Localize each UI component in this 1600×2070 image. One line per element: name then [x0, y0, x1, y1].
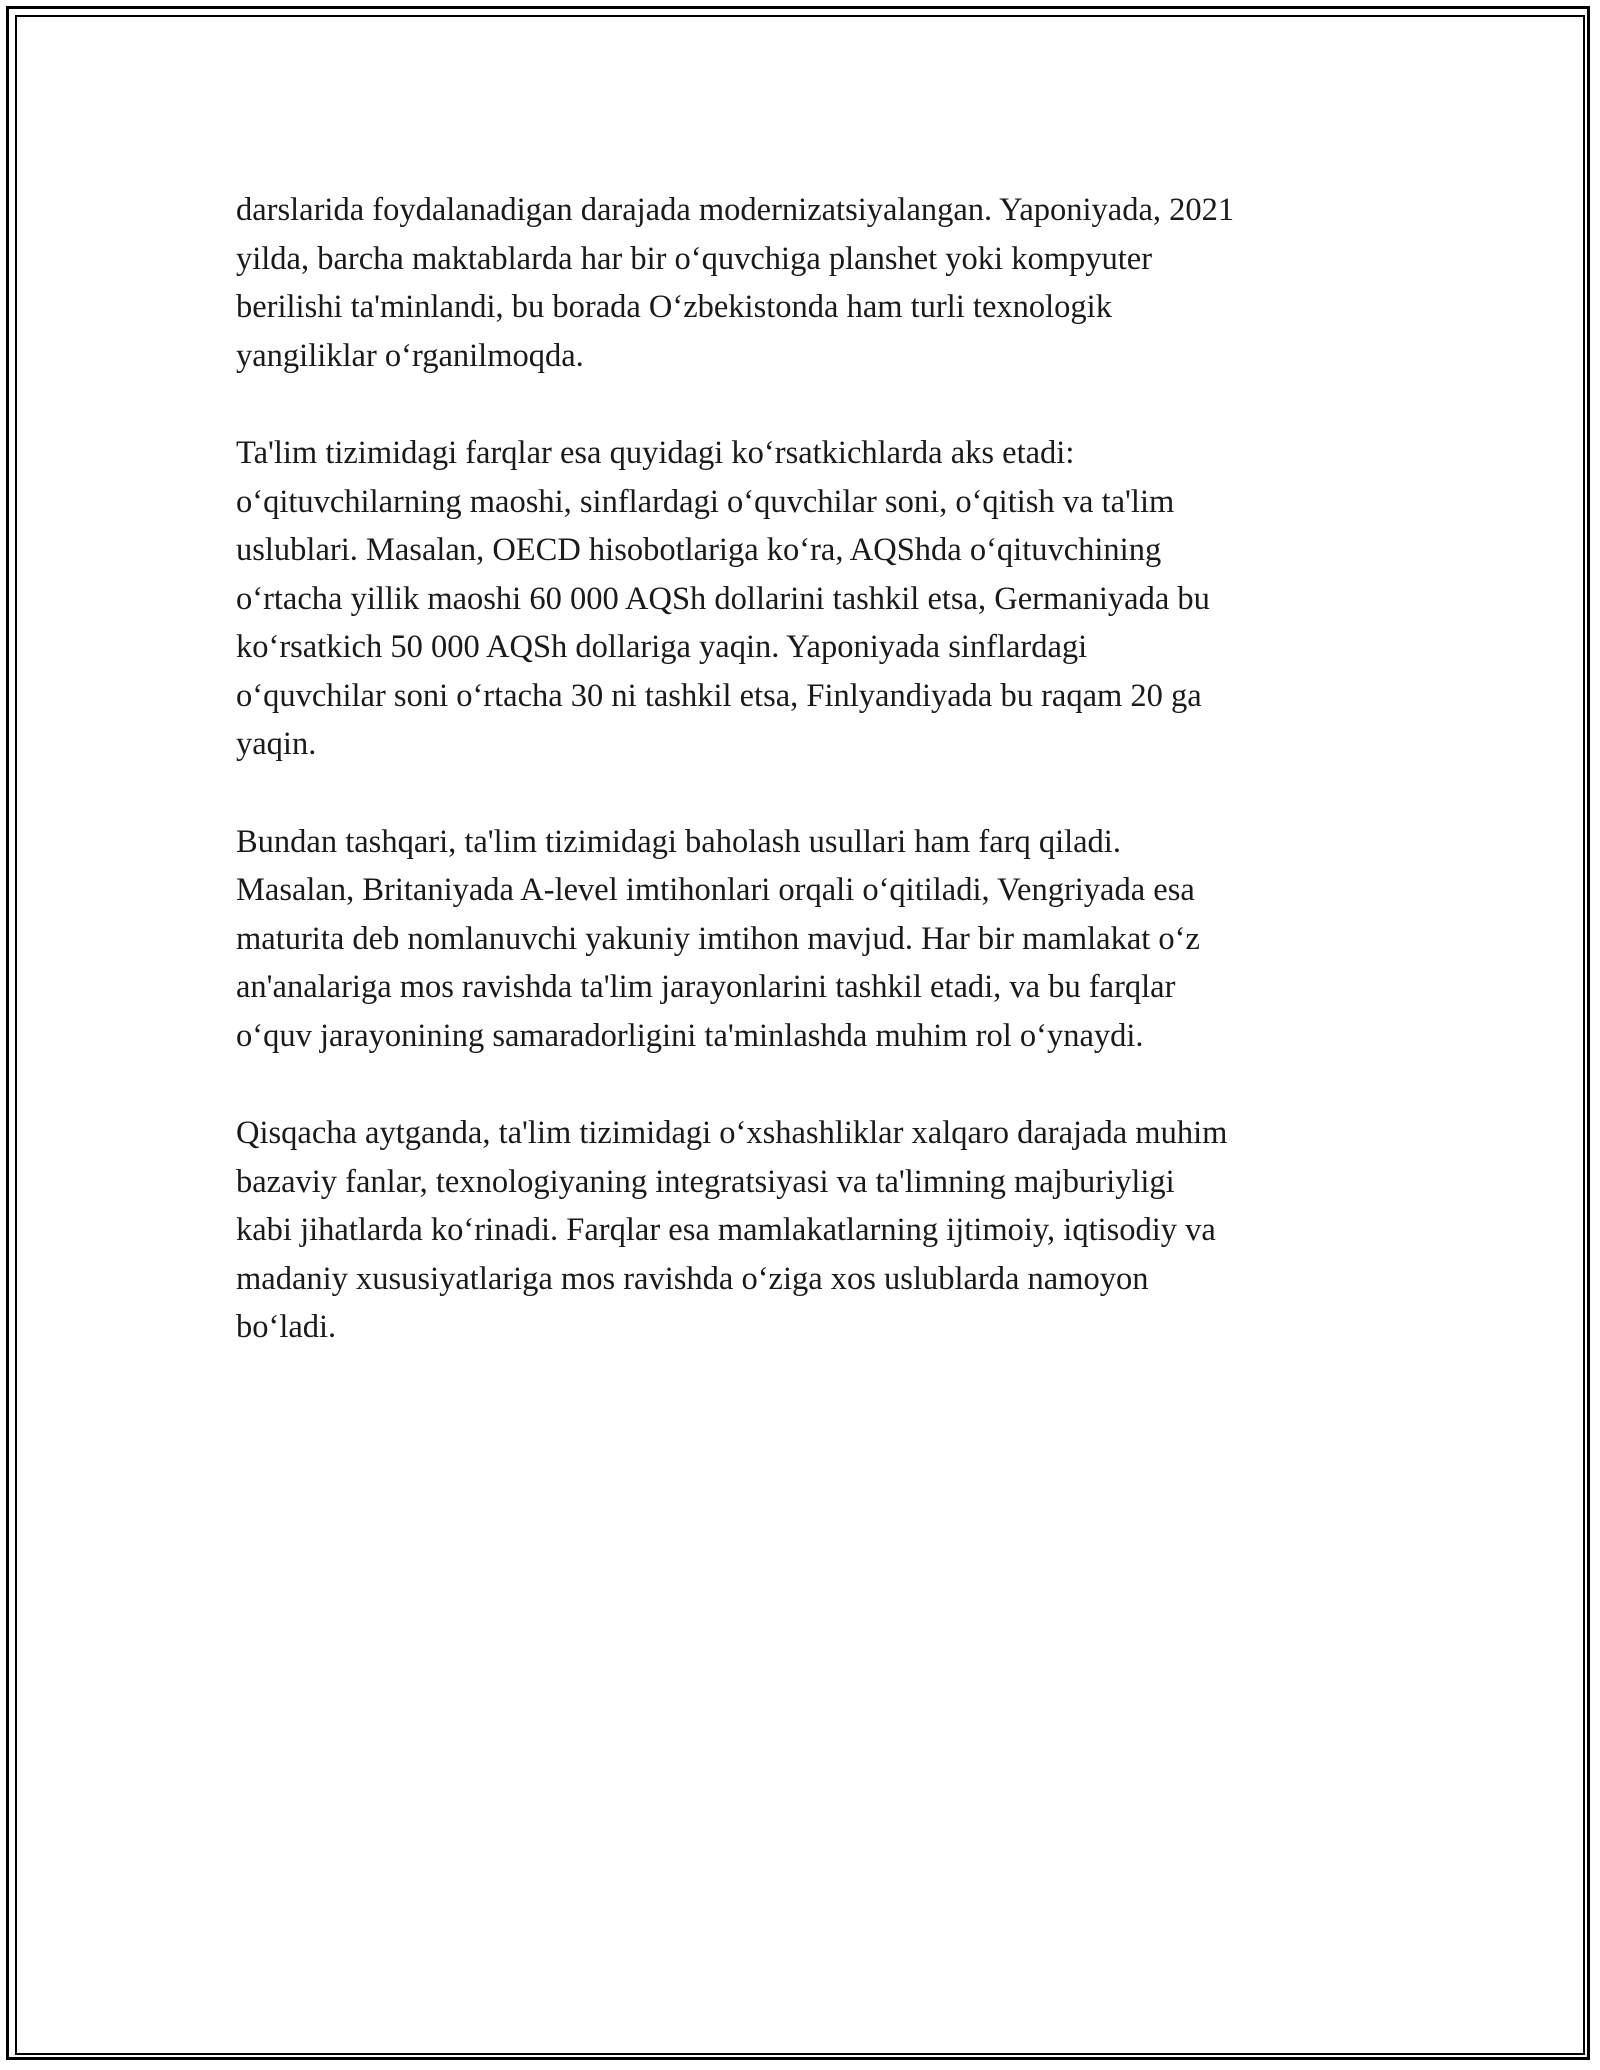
paragraph-technology-modernization: darslarida foydalanadigan darajada modernizatsiyalangan. Yaponiyada, 2021 yilda, barcha maktablarda har bir o‘quvchiga planshet yoki kompyuter berilishi ta'minlandi, bu borada O‘zbekistonda ham turli texnologik yangiliklar o‘rganilmoqda.: [236, 192, 1235, 374]
document-body: [236, 186, 1376, 1401]
paragraph-education-differences: Ta'lim tizimidagi farqlar esa quyidagi ko‘rsatkichlarda aks etadi: o‘qituvchilarning maoshi, sinflardagi o‘quvchilar soni, o‘qitish va ta'lim uslublari. Masalan, OECD hisobotlariga ko‘ra, AQShda o‘qituvchining o‘rtacha yillik maoshi 60 000 AQSh dollarini tashkil etsa, Germaniyada bu ko‘rsatkich 50 000 AQSh dollariga yaqin. Yaponiyada sinflardagi o‘quvchilar soni o‘rtacha 30 ni tashkil etsa, Finlyandiyada bu raqam 20 ga yaqin.: [236, 435, 1210, 762]
paragraph-assessment-methods: Bundan tashqari, ta'lim tizimidagi baholash usullari ham farq qiladi. Masalan, Britaniyada A-level imtihonlari orqali o‘qitiladi, Vengriyada esa maturita deb nomlanuvchi yakuniy imtihon mavjud. Har bir mamlakat o‘z an'analariga mos ravishda ta'lim jarayonlarini tashkil etadi, va bu farqlar o‘quv jarayonining samaradorligini ta'minlashda muhim rol o‘ynaydi.: [236, 823, 1200, 1054]
paragraph-conclusion: Qisqacha aytganda, ta'lim tizimidagi o‘xshashliklar xalqaro darajada muhim bazaviy fanlar, texnologiyaning integratsiyasi va ta'limning majburiyligi kabi jihatlarda ko‘rinadi. Farqlar esa mamlakatlarning ijtimoiy, iqtisodiy va madaniy xususiyatlariga mos ravishda o‘ziga xos uslublarda namoyon bo‘ladi.: [236, 1115, 1228, 1345]
